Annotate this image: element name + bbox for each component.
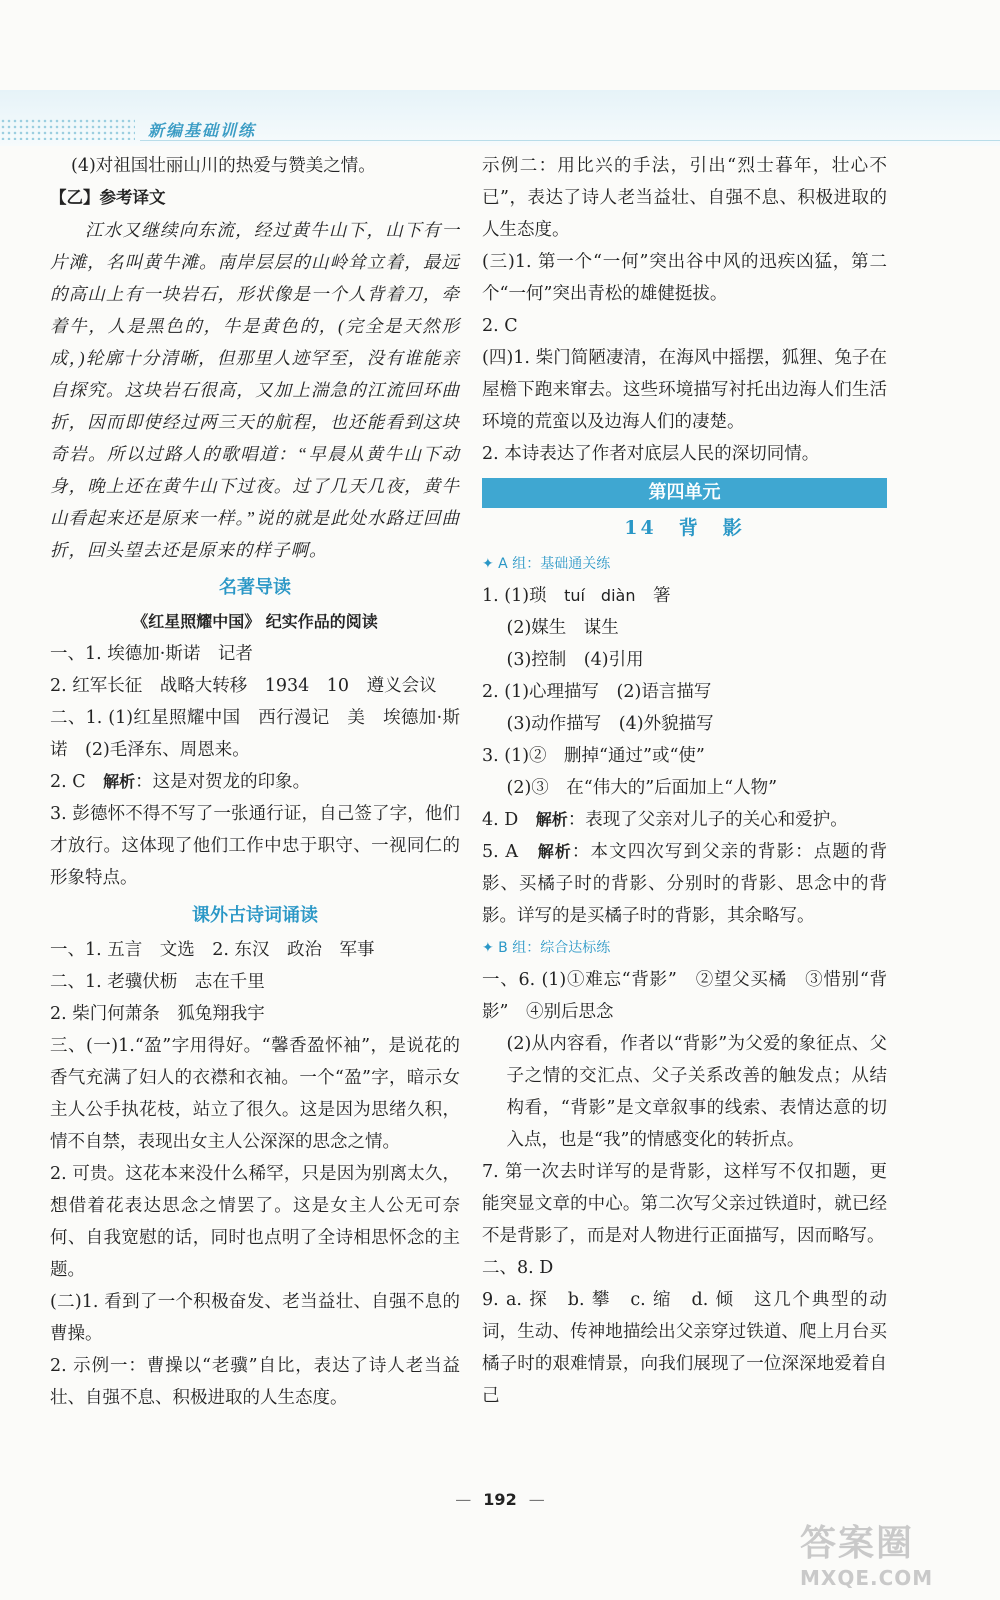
unit-banner: 第四单元 — [482, 478, 887, 508]
section-title-classic-reading: 名著导读 — [219, 577, 291, 598]
answer-line: 2. (1)心理描写 (2)语言描写 — [482, 682, 712, 702]
watermark-logo — [800, 1515, 990, 1590]
book-series-title: 新编基础训练 — [148, 121, 257, 140]
answer-line — [482, 804, 887, 836]
answer-line — [482, 836, 887, 932]
answer-line: (2)从内容看，作者以“背影”为父爱的象征点、父子之情的交汇点、父子关系改善的触发点；从结构看，“背影”是文章叙事的线索、表情达意的切入点，也是“我”的情感变化的转折点。 — [506, 1034, 887, 1150]
group-b-label: ✦ B 组：综合达标练 — [482, 940, 611, 956]
answer-line: (三)1. 第一个“一何”突出谷中风的迅疾凶猛，第二个“一何”突出青松的雄健挺拔。 — [482, 252, 887, 304]
pinyin: tuí diàn — [564, 586, 636, 605]
answer-line: 示例二：用比兴的手法，引出“烈士暮年，壮心不已”，表达了诗人老当益壮、自强不息、积极进取的人生态度。 — [482, 156, 887, 240]
answer-line: 2. 红军长征 战略大转移 1934 10 遵义会议 — [50, 676, 437, 696]
answer-line: (2)媒生 谋生 — [506, 618, 619, 638]
answer-line: (四)1. 柴门简陋凄清，在海风中摇摆，狐狸、兔子在屋檐下跑来窜去。这些环境描写衬托出边海人们生活环境的荒蛮以及边海人们的凄楚。 — [482, 348, 887, 432]
page-number-value: 192 — [483, 1490, 517, 1509]
section-title-poetry-reading: 课外古诗词诵读 — [192, 905, 318, 926]
answer-line: 一、1. 埃德加·斯诺 记者 — [50, 644, 253, 664]
right-column — [482, 150, 887, 1412]
answer-line: 二、1. 老骥伏枥 志在千里 — [50, 972, 265, 992]
watermark-url: MXQE.COM — [800, 1566, 934, 1590]
answer-line: (二)1. 看到了一个积极奋发、老当益壮、自强不息的曹操。 — [50, 1292, 460, 1344]
answer-line: (3)动作描写 (4)外貌描写 — [506, 714, 714, 734]
answer-choice: 5. A — [482, 842, 538, 862]
answer-line: 二、1. (1)红星照耀中国 西行漫记 美 埃德加·斯诺 (2)毛泽东、周恩来。 — [50, 708, 460, 760]
answer-choice: 2. C — [50, 772, 104, 792]
answer-line: 三、(一)1.“盈”字用得好。“馨香盈怀袖”，是说花的香气充满了妇人的衣襟和衣袖。一个“盈”字，暗示女主人公手执花枝，站立了很久。这是因为思绪久积，情不自禁，表现出女主人公深深的思念之情。 — [50, 1036, 460, 1152]
answer-line — [482, 580, 887, 612]
answer-line: 3. 彭德怀不得不写了一张通行证，自己签了字，他们才放行。这体现了他们工作中忠于职守、一视同仁的形象特点。 — [50, 804, 460, 888]
group-a-label: ✦ A 组：基础通关练 — [482, 556, 611, 572]
answer-choice: 4. D — [482, 810, 536, 830]
answer-line: 2. 本诗表达了作者对底层人民的深切同情。 — [482, 444, 820, 464]
answer-line: 一、6. (1)①难忘“背影” ②望父买橘 ③惜别“背影” ④别后思念 — [482, 970, 887, 1022]
page-number: — 192 — — [455, 1490, 545, 1509]
translation-paragraph: 江水又继续向东流，经过黄牛山下，山下有一片滩，名叫黄牛滩。南岸层层的山岭耸立着，最远的高山上有一块岩石，形状像是一个人背着刀，牵着牛，人是黑色的，牛是黄色的，(完全是天然形成，)轮廓十分清晰，但那里人迹罕至，没有谁能亲自探究。这块岩石很高，又加上湍急的江流回环曲折，因而即使经过两三天的航程，也还能看到这块奇岩。所以过路人的歌唱道：“早晨从黄牛山下动身，晚上还在黄牛山下过夜。过了几天几夜，黄牛山看起来还是原来一样。”说的就是此处水路迂回曲折，回头望去还是原来的样子啊。 — [50, 220, 460, 560]
watermark-text: 答案圈 — [800, 1523, 915, 1564]
answer-line: 7. 第一次去时详写的是背影，这样写不仅扣题，更能突显文章的中心。第二次写父亲过铁道时，就已经不是背影了，而是对人物进行正面描写，因而略写。 — [482, 1162, 887, 1246]
answer-line: 3. (1)② 删掉“通过”或“使” — [482, 746, 705, 766]
answer-line — [50, 766, 460, 798]
answer-line: 2. 柴门何萧条 狐兔翔我宇 — [50, 1004, 265, 1024]
left-column — [50, 150, 460, 1414]
analysis-label: 解析 — [537, 842, 572, 861]
analysis-label: 解析 — [535, 810, 568, 829]
answer-line: (4)对祖国壮丽山川的热爱与赞美之情。 — [71, 156, 376, 176]
answer-line: 二、8. D — [482, 1258, 554, 1278]
lesson-title: 14 背 影 — [624, 517, 745, 539]
header-rule — [140, 140, 1000, 141]
header-dot-pattern — [0, 118, 135, 140]
answer-line: 一、1. 五言 文选 2. 东汉 政治 军事 — [50, 940, 375, 960]
analysis-label: 解析 — [103, 772, 136, 791]
answer-line: 2. 可贵。这花本来没什么稀罕，只是因为别离太久，想借着花表达思念之情罢了。这是女主人公无可奈何、自我宽慰的话，同时也点明了全诗相思怀念的主题。 — [50, 1164, 460, 1280]
answer-line: (2)③ 在“伟大的”后面加上“人物” — [506, 778, 778, 798]
analysis-text: ：表现了父亲对儿子的关心和爱护。 — [567, 810, 848, 830]
book-title: 《红星照耀中国》 纪实作品的阅读 — [132, 612, 378, 631]
answer-text: 箸 — [635, 586, 671, 606]
answer-line: (3)控制 (4)引用 — [506, 650, 644, 670]
analysis-text: ：本文四次写到父亲的背影：点题的背影、买橘子时的背影、分别时的背影、思念中的背影。详写的是买橘子时的背影，其余略写。 — [482, 842, 887, 926]
answer-line: 2. 示例一：曹操以“老骥”自比，表达了诗人老当益壮、自强不息、积极进取的人生态度。 — [50, 1356, 460, 1408]
answer-line: 2. C — [482, 316, 518, 336]
answer-text: 1. (1)琐 — [482, 586, 565, 606]
translation-heading: 【乙】参考译文 — [50, 188, 166, 207]
answer-line: 9. a. 探 b. 攀 c. 缩 d. 倾 这几个典型的动词，生动、传神地描绘出父亲穿过铁道、爬上月台买橘子时的艰难情景，向我们展现了一位深深地爱着自己 — [482, 1290, 887, 1406]
analysis-text: ：这是对贺龙的印象。 — [135, 772, 311, 792]
